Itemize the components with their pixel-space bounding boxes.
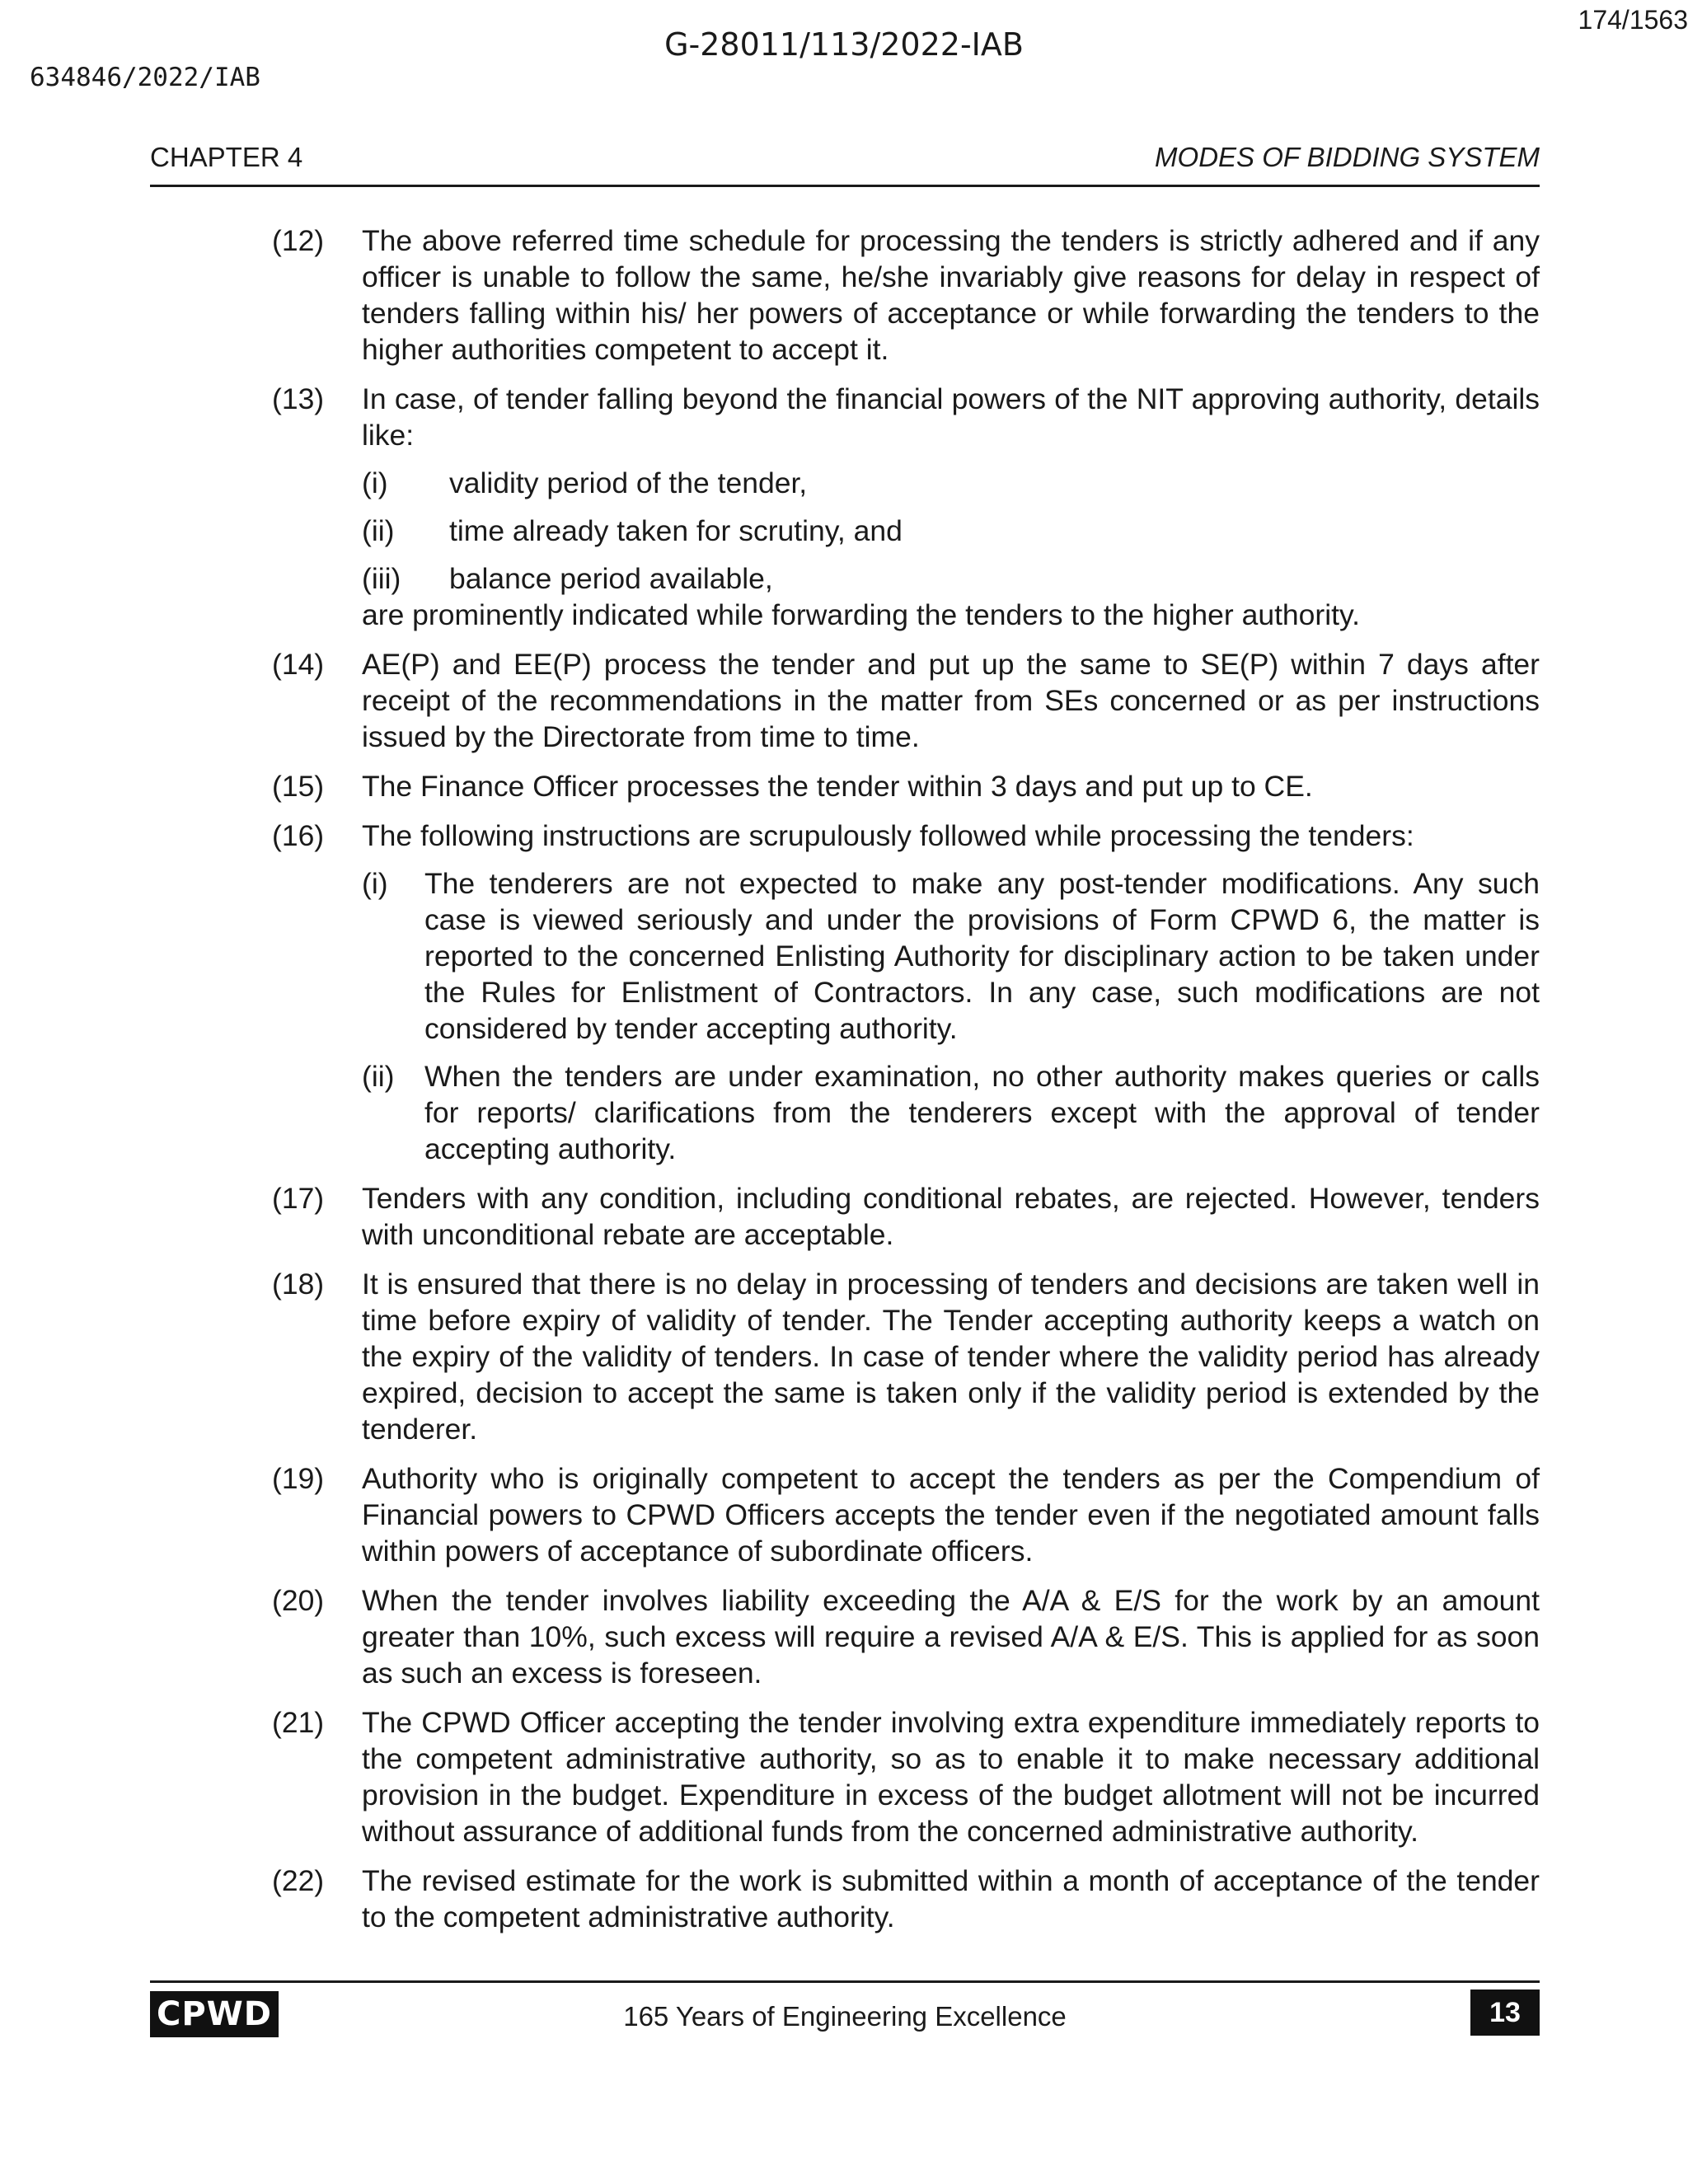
clause-number: (16) bbox=[272, 819, 325, 852]
sub-clause-number: (i) bbox=[362, 867, 388, 900]
clause-text: When the tender involves liability exceeding the A/A & E/S for the work by an amount greater than 10%, such excess will require a revised A/A & E/S. This is applied for as soon as such an excess is foreseen. bbox=[362, 1584, 1540, 1690]
clause-text: The following instructions are scrupulously followed while processing the tenders: bbox=[362, 819, 1414, 852]
clause-text: Authority who is originally competent to accept the tenders as per the Compendium of Financial powers to CPWD Officers accepts the tender even if the negotiated amount falls within powers of acceptance of subordinate officers. bbox=[362, 1462, 1540, 1568]
clause-text: The CPWD Officer accepting the tender involving extra expenditure immediately reports to the competent administrative authority, so as to enable it to make necessary additional provision in the budget. Expenditure in excess of the budget allotment will not be incurred without assurance of additional funds from the concerned administrative authority. bbox=[362, 1706, 1540, 1848]
sub-clause bbox=[362, 560, 1540, 597]
clause-continuation: are prominently indicated while forwarding the tenders to the higher authority. bbox=[362, 598, 1360, 631]
clause-number: (19) bbox=[272, 1462, 325, 1495]
clause-item bbox=[150, 1460, 1540, 1569]
sub-clause-number: (ii) bbox=[362, 1060, 395, 1093]
clause-body bbox=[362, 1863, 1540, 1935]
clause-body bbox=[362, 768, 1540, 804]
clause-item bbox=[150, 1863, 1540, 1935]
sub-clause-number: (i) bbox=[362, 466, 388, 499]
chapter-label: CHAPTER 4 bbox=[150, 142, 303, 172]
clause-body bbox=[362, 646, 1540, 755]
clause-item bbox=[150, 381, 1540, 633]
clause-item bbox=[150, 1582, 1540, 1691]
clause-body bbox=[362, 223, 1540, 368]
clause-number: (13) bbox=[272, 382, 325, 415]
clause-body bbox=[362, 1460, 1540, 1569]
diary-number-stamp: 634846/2022/IAB bbox=[30, 63, 260, 92]
clause-text: The revised estimate for the work is submitted within a month of acceptance of the tender to the competent administrative authority. bbox=[362, 1864, 1540, 1933]
clause-text: It is ensured that there is no delay in processing of tenders and decisions are taken well in time before expiry of validity of tender. The Tender accepting authority keeps a watch on the expiry of the validity of tenders. In case of tender where the validity period has already expired, decision to accept the same is taken only if the validity period is extended by the tenderer. bbox=[362, 1268, 1540, 1446]
clause-number: (15) bbox=[272, 770, 325, 803]
clause-number: (21) bbox=[272, 1706, 325, 1739]
clause-number: (22) bbox=[272, 1864, 325, 1897]
clause-number: (20) bbox=[272, 1584, 325, 1617]
clause-body bbox=[362, 1582, 1540, 1691]
sub-clause bbox=[362, 513, 1540, 549]
clause-body bbox=[362, 1266, 1540, 1447]
clause-number: (14) bbox=[272, 648, 325, 681]
sub-clause bbox=[362, 465, 1540, 501]
clause-item bbox=[150, 1704, 1540, 1849]
sub-clause-text: validity period of the tender, bbox=[449, 466, 808, 499]
sub-clause-number: (ii) bbox=[362, 514, 395, 547]
sub-clause bbox=[362, 865, 1540, 1047]
clause-body bbox=[362, 1704, 1540, 1849]
clause-number: (17) bbox=[272, 1182, 325, 1215]
footer-tagline: 165 Years of Engineering Excellence bbox=[623, 2001, 1067, 2032]
page-number: 13 bbox=[1470, 1990, 1540, 2036]
section-title: MODES OF BIDDING SYSTEM bbox=[1155, 142, 1540, 172]
clause-body bbox=[362, 1180, 1540, 1253]
running-header bbox=[150, 142, 1540, 187]
clause-text: In case, of tender falling beyond the financial powers of the NIT approving authority, details like: bbox=[362, 382, 1540, 452]
clause-number: (18) bbox=[272, 1268, 325, 1301]
file-number-stamp: G-28011/113/2022-IAB bbox=[664, 26, 1024, 63]
clause-body bbox=[362, 818, 1540, 1167]
clause-item bbox=[150, 768, 1540, 804]
clause-item bbox=[150, 1180, 1540, 1253]
clause-item bbox=[150, 1266, 1540, 1447]
clause-item bbox=[150, 818, 1540, 1167]
sub-clause-text: The tenderers are not expected to make any post-tender modifications. Any such case is viewed seriously and under the provisions of Form CPWD 6, the matter is reported to the concerned Enlisting Authority for disciplinary action to be taken under the Rules for Enlistment of Contractors. In any case, such modifications are not considered by tender accepting authority. bbox=[424, 867, 1540, 1045]
sub-clause-text: balance period available, bbox=[449, 562, 773, 595]
sub-clause-number: (iii) bbox=[362, 562, 401, 595]
clause-item bbox=[150, 646, 1540, 755]
cpwd-logo: CPWD bbox=[150, 1991, 279, 2037]
sub-clause bbox=[362, 1058, 1540, 1167]
document-body bbox=[150, 223, 1540, 1948]
clause-body bbox=[362, 381, 1540, 633]
clause-text: Tenders with any condition, including conditional rebates, are rejected. However, tenders with unconditional rebate are acceptable. bbox=[362, 1182, 1540, 1251]
sub-clause-text: time already taken for scrutiny, and bbox=[449, 514, 903, 547]
clause-text: The above referred time schedule for processing the tenders is strictly adhered and if any officer is unable to follow the same, he/she invariably give reasons for delay in respect of tenders falling within his/ her powers of acceptance or while forwarding the tenders to the higher authorities competent to accept it. bbox=[362, 224, 1540, 366]
clause-number: (12) bbox=[272, 224, 325, 257]
clause-text: The Finance Officer processes the tender within 3 days and put up to CE. bbox=[362, 770, 1313, 803]
page-count-stamp: 174/1563 bbox=[1578, 5, 1688, 35]
clause-item bbox=[150, 223, 1540, 368]
clause-text: AE(P) and EE(P) process the tender and put up the same to SE(P) within 7 days after receipt of the recommendations in the matter from SEs concerned or as per instructions issued by the Directorate from time to time. bbox=[362, 648, 1540, 753]
page-footer bbox=[150, 1980, 1540, 2041]
sub-clause-text: When the tenders are under examination, no other authority makes queries or calls for reports/ clarifications from the tenderers except with the approval of tender accepting authority. bbox=[424, 1060, 1540, 1165]
